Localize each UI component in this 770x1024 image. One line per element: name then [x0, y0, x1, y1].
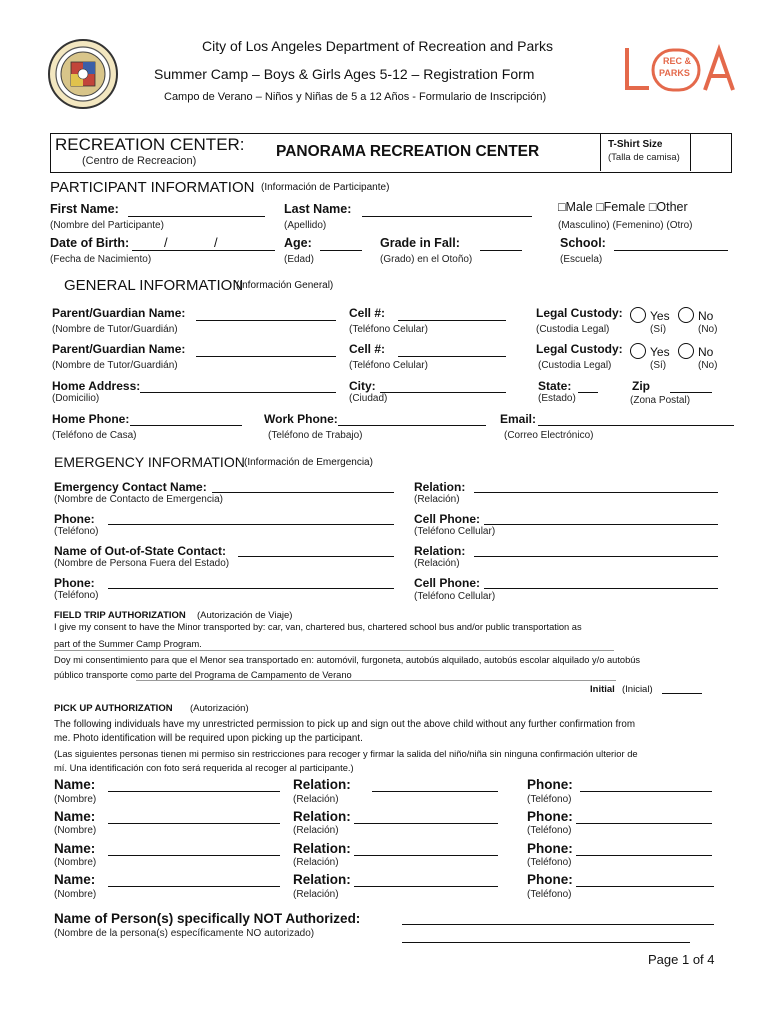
pickup-phone-label: Phone:: [527, 777, 573, 792]
home-address-label: Home Address:: [52, 379, 141, 393]
emergency-contact-label: Emergency Contact Name:: [54, 480, 207, 494]
pickup-relation-input[interactable]: [354, 855, 498, 856]
relation1-label: Relation:: [414, 480, 466, 494]
relation1-input[interactable]: [474, 492, 718, 493]
pickup-text-en-2: me. Photo identification will be required upon picking up the participant.: [54, 733, 363, 744]
relation2-input[interactable]: [474, 556, 718, 557]
pickup-name-input[interactable]: [108, 886, 280, 887]
first-name-tr: (Nombre del Participante): [50, 220, 164, 231]
pickup-phone-label: Phone:: [527, 841, 573, 856]
pickup-name-input[interactable]: [108, 823, 280, 824]
fieldtrip-title: FIELD TRIP AUTHORIZATION: [54, 610, 186, 621]
dob-label: Date of Birth:: [50, 236, 130, 250]
emergency-contact-input[interactable]: [212, 492, 394, 493]
emergency-contact-tr: (Nombre de Contacto de Emergencia): [54, 494, 223, 505]
pickup-name-tr: (Nombre): [54, 794, 97, 805]
pickup-relation-tr: (Relación): [293, 794, 339, 805]
fieldtrip-text-en: I give my consent to have the Minor transported by: car, van, chartered bus, chartered school bus and/or public transportation as: [54, 622, 582, 632]
custody2-yes-tr: (Sí): [650, 360, 667, 371]
not-authorized-tr: (Nombre de la persona(s) específicamente NO autorizado): [54, 928, 315, 939]
header-title: City of Los Angeles Department of Recreation and Parks: [202, 38, 553, 54]
custody1-no-label: No: [698, 309, 714, 323]
dob-separator: /: [164, 235, 168, 250]
emergency-cell2-tr: (Teléfono Cellular): [414, 591, 496, 602]
city-seal-icon: [47, 38, 119, 110]
grade-tr: (Grado) en el Otoño): [380, 254, 473, 265]
pickup-relation-input[interactable]: [372, 791, 498, 792]
rec-parks-logo-line1: REC &: [663, 56, 692, 66]
fieldtrip-text-en-2: part of the Summer Camp Program.: [54, 639, 202, 649]
pickup-title-tr: (Autorización): [190, 703, 249, 714]
state-tr: (Estado): [538, 393, 576, 404]
home-address-tr: (Domicilio): [52, 393, 100, 404]
participant-section-title-tr: (Información de Participante): [261, 182, 390, 193]
emergency-phone2-label: Phone:: [54, 576, 95, 590]
guardian2-label: Parent/Guardian Name:: [52, 342, 186, 356]
dob-separator: /: [214, 235, 218, 250]
relation2-tr: (Relación): [414, 558, 460, 569]
city-input[interactable]: [380, 392, 506, 393]
emergency-phone1-input[interactable]: [108, 524, 394, 525]
participant-section-title: PARTICIPANT INFORMATION: [50, 179, 255, 196]
pickup-name-tr: (Nombre): [54, 825, 97, 836]
last-name-input[interactable]: [362, 216, 532, 217]
guardian1-input[interactable]: [196, 320, 336, 321]
relation2-label: Relation:: [414, 544, 466, 558]
custody1-yes-tr: (Sí): [650, 324, 667, 335]
initial-label: Initial: [590, 684, 615, 695]
cell1-label: Cell #:: [349, 306, 386, 320]
pickup-name-input[interactable]: [108, 855, 280, 856]
state-input[interactable]: [578, 392, 598, 393]
custody2-label: Legal Custody:: [536, 342, 623, 356]
general-section-title: GENERAL INFORMATION: [64, 277, 244, 294]
pickup-phone-input[interactable]: [576, 855, 712, 856]
pickup-text-es: (Las siguientes personas tienen mi permiso sin restricciones para recoger y firmar la salida del niño/niña sin ninguna confirmación ulterior de: [54, 748, 638, 759]
grade-input[interactable]: [480, 250, 522, 251]
emergency-cell2-label: Cell Phone:: [414, 576, 481, 590]
custody2-no-label: No: [698, 345, 714, 359]
work-phone-tr: (Teléfono de Trabajo): [268, 430, 363, 441]
custody1-no-radio[interactable]: [678, 307, 694, 323]
city-label: City:: [349, 379, 376, 393]
oos-contact-label: Name of Out-of-State Contact:: [54, 544, 226, 558]
oos-contact-input[interactable]: [238, 556, 394, 557]
pickup-name-label: Name:: [54, 872, 96, 887]
cell2-tr: (Teléfono Celular): [349, 360, 428, 371]
tshirt-label: T-Shirt Size: [608, 139, 663, 150]
custody2-no-radio[interactable]: [678, 343, 694, 359]
cell2-input[interactable]: [398, 356, 506, 357]
fieldtrip-text-es: Doy mi consentimiento para que el Menor sea transportado en: automóvil, furgoneta, autobús alquilado, autobús escolar alquilado y/o autobús: [54, 655, 641, 665]
divider: [690, 133, 691, 171]
pickup-phone-tr: (Teléfono): [527, 857, 572, 868]
pickup-name-label: Name:: [54, 809, 96, 824]
custody1-yes-label: Yes: [650, 309, 670, 323]
gender-tr: (Masculino) (Femenino) (Otro): [558, 220, 693, 231]
cell1-tr: (Teléfono Celular): [349, 324, 428, 335]
emergency-phone1-label: Phone:: [54, 512, 95, 526]
recreation-center-label: RECREATION CENTER:: [55, 135, 245, 154]
pickup-phone-input[interactable]: [580, 791, 712, 792]
rec-parks-logo-line2: PARKS: [659, 68, 690, 78]
home-phone-tr: (Teléfono de Casa): [52, 430, 137, 441]
pickup-text-en: The following individuals have my unrestricted permission to pick up and sign out the above child without any further confirmation from: [54, 719, 636, 730]
relation1-tr: (Relación): [414, 494, 460, 505]
pickup-relation-tr: (Relación): [293, 825, 339, 836]
custody2-tr: (Custodia Legal): [538, 360, 612, 371]
not-authorized-label: Name of Person(s) specifically NOT Authorized:: [54, 911, 361, 926]
pickup-phone-tr: (Teléfono): [527, 794, 572, 805]
emergency-cell1-label: Cell Phone:: [414, 512, 481, 526]
last-name-tr: (Apellido): [284, 220, 327, 231]
pickup-text-es-2: mí. Una identificación con foto será requerida al recoger al participante.): [54, 762, 354, 773]
school-tr: (Escuela): [560, 254, 603, 265]
custody1-no-tr: (No): [698, 324, 718, 335]
dob-tr: (Fecha de Nacimiento): [50, 254, 152, 265]
first-name-label: First Name:: [50, 202, 119, 216]
pickup-name-tr: (Nombre): [54, 889, 97, 900]
pickup-phone-tr: (Teléfono): [527, 825, 572, 836]
work-phone-input[interactable]: [338, 425, 486, 426]
header-spanish-subtitle: Campo de Verano – Niños y Niñas de 5 a 12 Años - Formulario de Inscripción): [164, 91, 547, 103]
pickup-name-label: Name:: [54, 777, 96, 792]
age-input[interactable]: [320, 250, 362, 251]
pickup-relation-label: Relation:: [293, 777, 351, 792]
pickup-title: PICK UP AUTHORIZATION: [54, 703, 173, 714]
cell2-label: Cell #:: [349, 342, 386, 356]
pickup-phone-label: Phone:: [527, 809, 573, 824]
not-authorized-input[interactable]: [402, 924, 714, 925]
email-input[interactable]: [538, 425, 734, 426]
emergency-cell1-input[interactable]: [484, 524, 718, 525]
custody1-label: Legal Custody:: [536, 306, 623, 320]
pickup-relation-label: Relation:: [293, 872, 351, 887]
custody2-yes-label: Yes: [650, 345, 670, 359]
oos-contact-tr: (Nombre de Persona Fuera del Estado): [54, 558, 230, 569]
pickup-relation-input[interactable]: [354, 823, 498, 824]
general-section-title-tr: (Información General): [236, 280, 334, 291]
email-label: Email:: [500, 412, 537, 426]
zip-tr: (Zona Postal): [630, 395, 691, 406]
not-authorized-input-2[interactable]: [402, 942, 690, 943]
custody2-no-tr: (No): [698, 360, 718, 371]
pickup-name-label: Name:: [54, 841, 96, 856]
custody1-tr: (Custodia Legal): [536, 324, 610, 335]
emergency-cell2-input[interactable]: [484, 588, 718, 589]
pickup-name-tr: (Nombre): [54, 857, 97, 868]
guardian1-tr: (Nombre de Tutor/Guardián): [52, 324, 178, 335]
gender-checkboxes[interactable]: □Male □Female □Other: [558, 200, 688, 214]
tshirt-size-field[interactable]: [692, 135, 728, 169]
zip-label: Zip: [632, 379, 650, 393]
pickup-phone-label: Phone:: [527, 872, 573, 887]
fieldtrip-rule: [136, 680, 616, 681]
fieldtrip-text-es-2: público transporte como parte del Programa de Campamento de Verano: [54, 670, 352, 680]
home-phone-input[interactable]: [130, 425, 242, 426]
pickup-relation-input[interactable]: [354, 886, 498, 887]
first-name-input[interactable]: [128, 216, 265, 217]
emergency-section-title: EMERGENCY INFORMATION: [54, 454, 245, 470]
emergency-cell1-tr: (Teléfono Cellular): [414, 526, 496, 537]
email-tr: (Correo Electrónico): [504, 430, 594, 441]
recreation-center-name[interactable]: PANORAMA RECREATION CENTER: [276, 143, 540, 160]
state-label: State:: [538, 379, 572, 393]
recreation-center-label-tr: (Centro de Recreacion): [82, 155, 197, 167]
age-label: Age:: [284, 236, 312, 250]
pickup-relation-tr: (Relación): [293, 857, 339, 868]
fieldtrip-title-tr: (Autorización de Viaje): [197, 610, 293, 621]
dob-input[interactable]: [132, 250, 275, 251]
pickup-phone-input[interactable]: [576, 886, 714, 887]
cell1-input[interactable]: [398, 320, 506, 321]
grade-label: Grade in Fall:: [380, 236, 460, 250]
last-name-label: Last Name:: [284, 202, 352, 216]
emergency-phone2-tr: (Teléfono): [54, 590, 99, 601]
school-input[interactable]: [614, 250, 728, 251]
pickup-phone-tr: (Teléfono): [527, 889, 572, 900]
work-phone-label: Work Phone:: [264, 412, 338, 426]
custody1-yes-radio[interactable]: [630, 307, 646, 323]
page-number: Page 1 of 4: [648, 952, 715, 967]
custody2-yes-radio[interactable]: [630, 343, 646, 359]
zip-input[interactable]: [670, 392, 712, 393]
initial-input[interactable]: [662, 693, 702, 694]
pickup-relation-tr: (Relación): [293, 889, 339, 900]
city-tr: (Ciudad): [349, 393, 388, 404]
guardian2-input[interactable]: [196, 356, 336, 357]
fieldtrip-rule: [54, 650, 614, 651]
pickup-relation-label: Relation:: [293, 809, 351, 824]
emergency-phone2-input[interactable]: [108, 588, 394, 589]
home-address-input[interactable]: [140, 392, 336, 393]
header-subtitle: Summer Camp – Boys & Girls Ages 5-12 – Registration Form: [154, 66, 535, 82]
initial-label-tr: (Inicial): [622, 684, 653, 695]
pickup-relation-label: Relation:: [293, 841, 351, 856]
emergency-section-title-tr: (Información de Emergencia): [244, 457, 373, 468]
guardian2-tr: (Nombre de Tutor/Guardián): [52, 360, 178, 371]
age-tr: (Edad): [284, 254, 315, 265]
guardian1-label: Parent/Guardian Name:: [52, 306, 186, 320]
tshirt-label-tr: (Talla de camisa): [608, 152, 680, 163]
rec-parks-logo: [623, 44, 738, 100]
pickup-phone-input[interactable]: [576, 823, 712, 824]
school-label: School:: [560, 236, 606, 250]
home-phone-label: Home Phone:: [52, 412, 130, 426]
divider: [600, 133, 601, 171]
emergency-phone1-tr: (Teléfono): [54, 526, 99, 537]
pickup-name-input[interactable]: [108, 791, 280, 792]
